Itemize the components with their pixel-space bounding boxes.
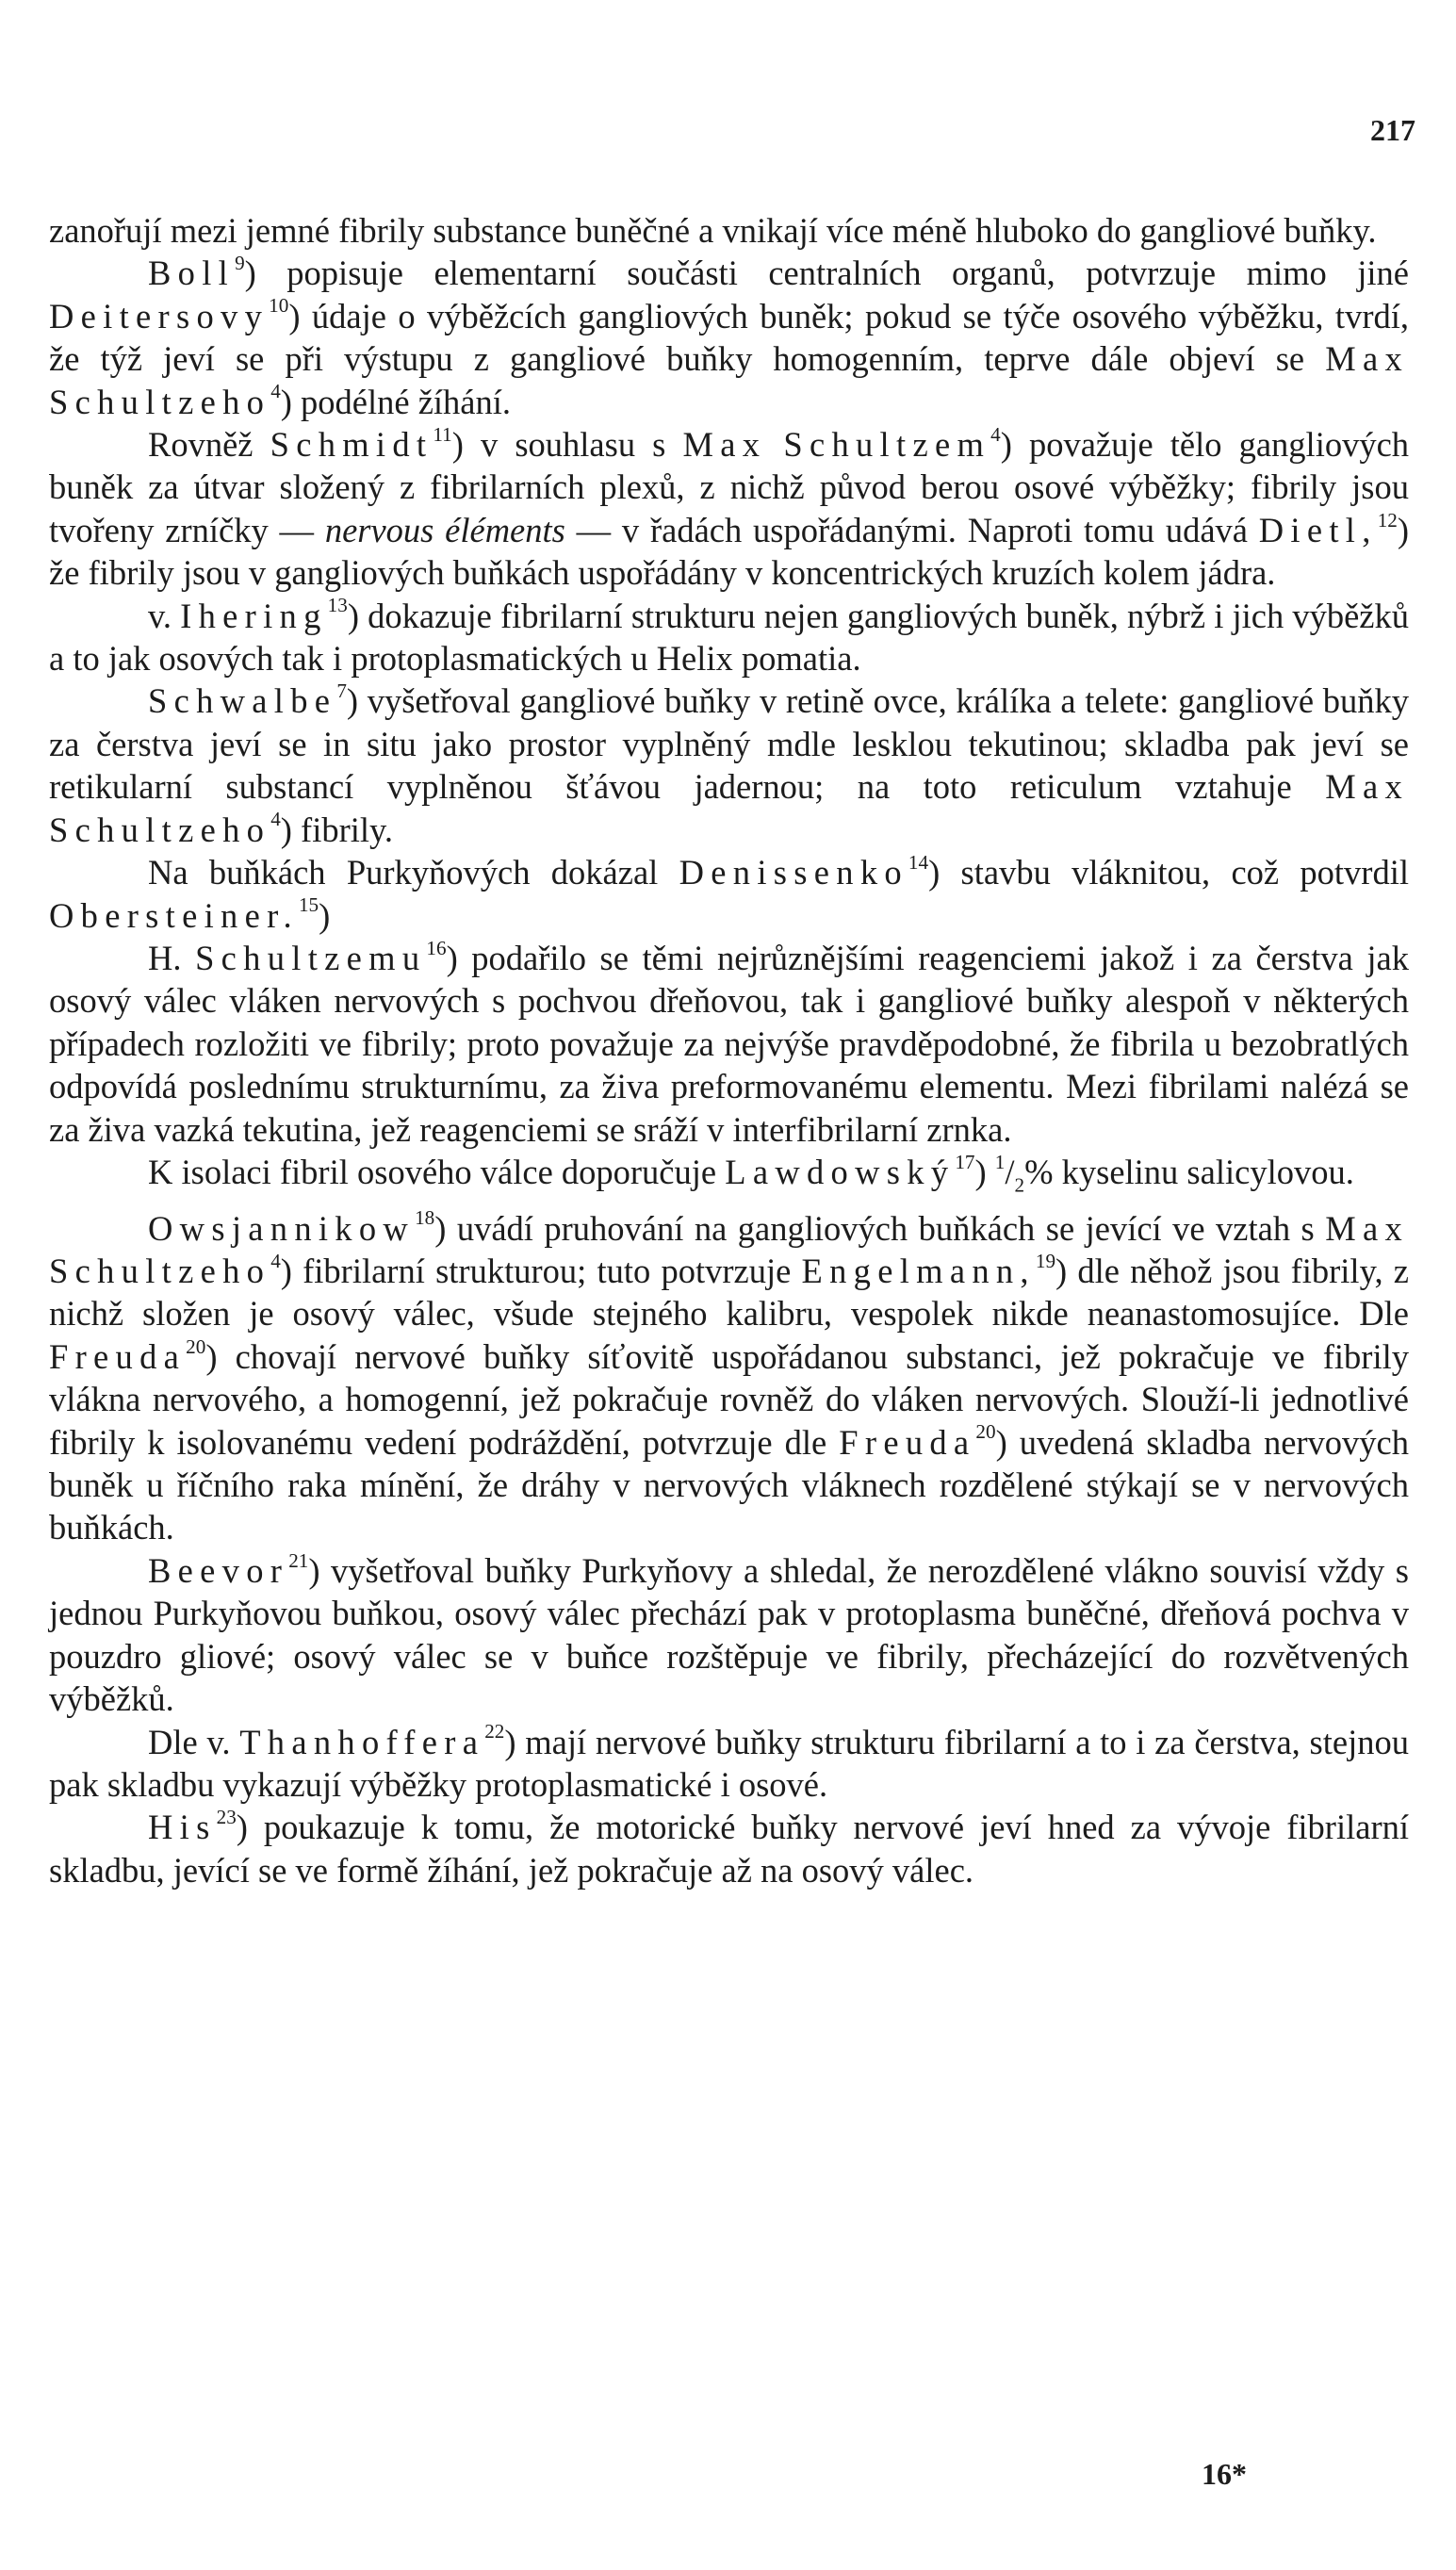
- author-name: Schultzemu: [195, 938, 427, 977]
- paragraph-6: Na buňkách Purkyňových dokázal Denissenko$^{14}$) stavbu vláknitou, což potvrdil Obersteiner.$^{15}$): [49, 850, 1409, 935]
- paragraph-11: Dle v. Thanhoffera$^{22}$) mají nervové buňky strukturu fibrilarní a to i za čerstva, stejnou pak skladbu vykazují výběžky protoplasmatické i osové.: [49, 1720, 1409, 1804]
- author-name: Obersteiner.: [49, 895, 299, 935]
- author-name: Denissenko: [679, 853, 908, 892]
- paragraph-2: Boll$^9$) popisuje elementarní součásti centralních organů, potvrzuje mimo jiné Deitersovy$^{10}$) údaje o výběžcích gangliových buněk; pokud se týče osového výběžku, tvrdí, že týž jeví se při výstupu z gangliové buňky homogenním, teprve dále objeví se Max Schultzeho$^4$) podélné žíhání.: [49, 252, 1409, 421]
- author-name: Schultzem: [783, 425, 991, 465]
- italic-term: nervous éléments: [324, 510, 565, 549]
- paragraph-8: K isolaci fibril osového válce doporučuje Lawdowský$^{17}$) $^1/_2\%$ kyselinu salicylovou.: [148, 1150, 1354, 1197]
- author-name: Boll: [148, 254, 236, 293]
- body-text: [49, 209, 1409, 1891]
- paragraph-3: Rovněž Schmidt$^{11}$) v souhlasu s Max Schultzem$^4$) považuje tělo gangliových buněk za útvar složený z fibrilarních plexů, z nichž původ berou osové výběžky; fibrily jsou tvořeny zrníčky — nervous éléments — v řadách uspořádanými. Naproti tomu udává Dietl,$^{12}$) že fibrily jsou v gangliových buňkách uspořádány v koncentrických kruzích kolem jádra.: [49, 422, 1410, 593]
- paragraph-9: Owsjannikow$^{18}$) uvádí pruhování na gangliových buňkách se jevící ve vztah s Max Schultzeho$^4$) fibrilarní strukturou; tuto potvrzuje Engelmann,$^{19}$) dle něhož jsou fibrily, z nichž složen je osový válec, všude stejného kalibru, vespolek nikde neanastomosujíce. Dle Freuda$^{20}$) chovají nervové buňky síťovitě uspořádanou substanci, jež pokračuje ve fibrily vlákna nervového, a homogenní, jež pokračuje rovněž do vláken nervových. Slouží-li jednotlivé fibrily k isolovanému vedení podráždění, potvrzuje dle Freuda$^{20}$) uvedená skladba nervových buněk u říčního raka mínění, že dráhy v nervových vláknech rozdělené stýkají se v nervových buňkách.: [49, 1206, 1409, 1547]
- author-name: Schultzeho: [49, 382, 271, 421]
- author-name: Deitersovy: [49, 296, 270, 336]
- paragraph-7: H. Schultzemu$^{16}$) podařilo se těmi nejrůznějšími reagenciemi jakož i za čerstva jak osový válec vláken nervových s pochvou dřeňovou, tak i gangliové buňky alespoň v některých případech rozložiti ve fibrily; proto považuje za nejvýše pravděpodobné, že fibrila u bezobratlých odpovídá poslednímu strukturnímu, za živa preformovanému elementu. Mezi fibrilami nalézá se za živa vazká tekutina, jež reagenciemi se sráží v interfibrilarní zrnka.: [49, 936, 1410, 1149]
- paragraph-10: Beevor$^{21}$) vyšetřoval buňky Purkyňovy a shledal, že nerozdělené vlákno souvisí vždy s jednou Purkyňovou buňkou, osový válec přechází pak v protoplasma buněčné, dřeňová pochva v pouzdro gliové; osový válec se v buňce rozštěpuje ve fibrily, přecházející do rozvětvených výběžků.: [49, 1548, 1409, 1719]
- author-name: Freuda: [839, 1422, 976, 1462]
- author-name: Lawdowský: [725, 1152, 956, 1191]
- author-name: Engelmann,: [801, 1252, 1036, 1291]
- author-name: Ihering: [180, 596, 328, 635]
- author-name: Dietl,: [1258, 510, 1378, 549]
- author-name: Beevor: [148, 1550, 289, 1590]
- paragraph-12: His$^{23}$) poukazuje k tomu, že motorické buňky nervové jeví hned za vývoje fibrilarní skladbu, jevící se ve formě žíhání, jež pokračuje až na osový válec.: [49, 1806, 1409, 1890]
- signature-mark: 16*: [1202, 2457, 1247, 2491]
- author-name: Max: [1325, 1208, 1409, 1248]
- author-name: Thanhoffera: [239, 1722, 485, 1761]
- author-name: Freuda: [49, 1336, 187, 1376]
- paragraph-4: v. Ihering$^{13}$) dokazuje fibrilarní strukturu nejen gangliových buněk, nýbrž i jich výběžků a to jak osových tak i protoplasmatických u Helix pomatia.: [49, 594, 1409, 679]
- author-name: Schultzeho: [49, 810, 271, 849]
- page-number: 217: [1370, 113, 1415, 147]
- author-name: Max: [682, 425, 767, 465]
- paragraph-1: zanořují mezi jemné fibrily substance buněčné a vnikají více méně hluboko do gangliové buňky.: [49, 211, 1377, 250]
- author-name: Max: [1325, 339, 1409, 379]
- author-name: Schmidt: [270, 425, 434, 465]
- paragraph-5: Schwalbe$^7$) vyšetřoval gangliové buňky v retině ovce, králíka a telete: gangliové buňky za čerstva jeví se in situ jako prostor vyplněný mdle lesklou tekutinou; skladba pak jeví se retikularní substancí vyplněnou šťávou jadernou; na toto reticulum vztahuje Max Schultzeho$^4$) fibrily.: [49, 679, 1409, 849]
- author-name: Max: [1325, 767, 1409, 807]
- fraction-numerator: 1: [994, 1150, 1006, 1173]
- author-name: Owsjannikow: [148, 1208, 416, 1248]
- author-name: His: [148, 1808, 217, 1847]
- author-name: Schultzeho: [49, 1252, 271, 1291]
- author-name: Schwalbe: [148, 681, 337, 721]
- fraction-denominator: 2: [1014, 1173, 1025, 1197]
